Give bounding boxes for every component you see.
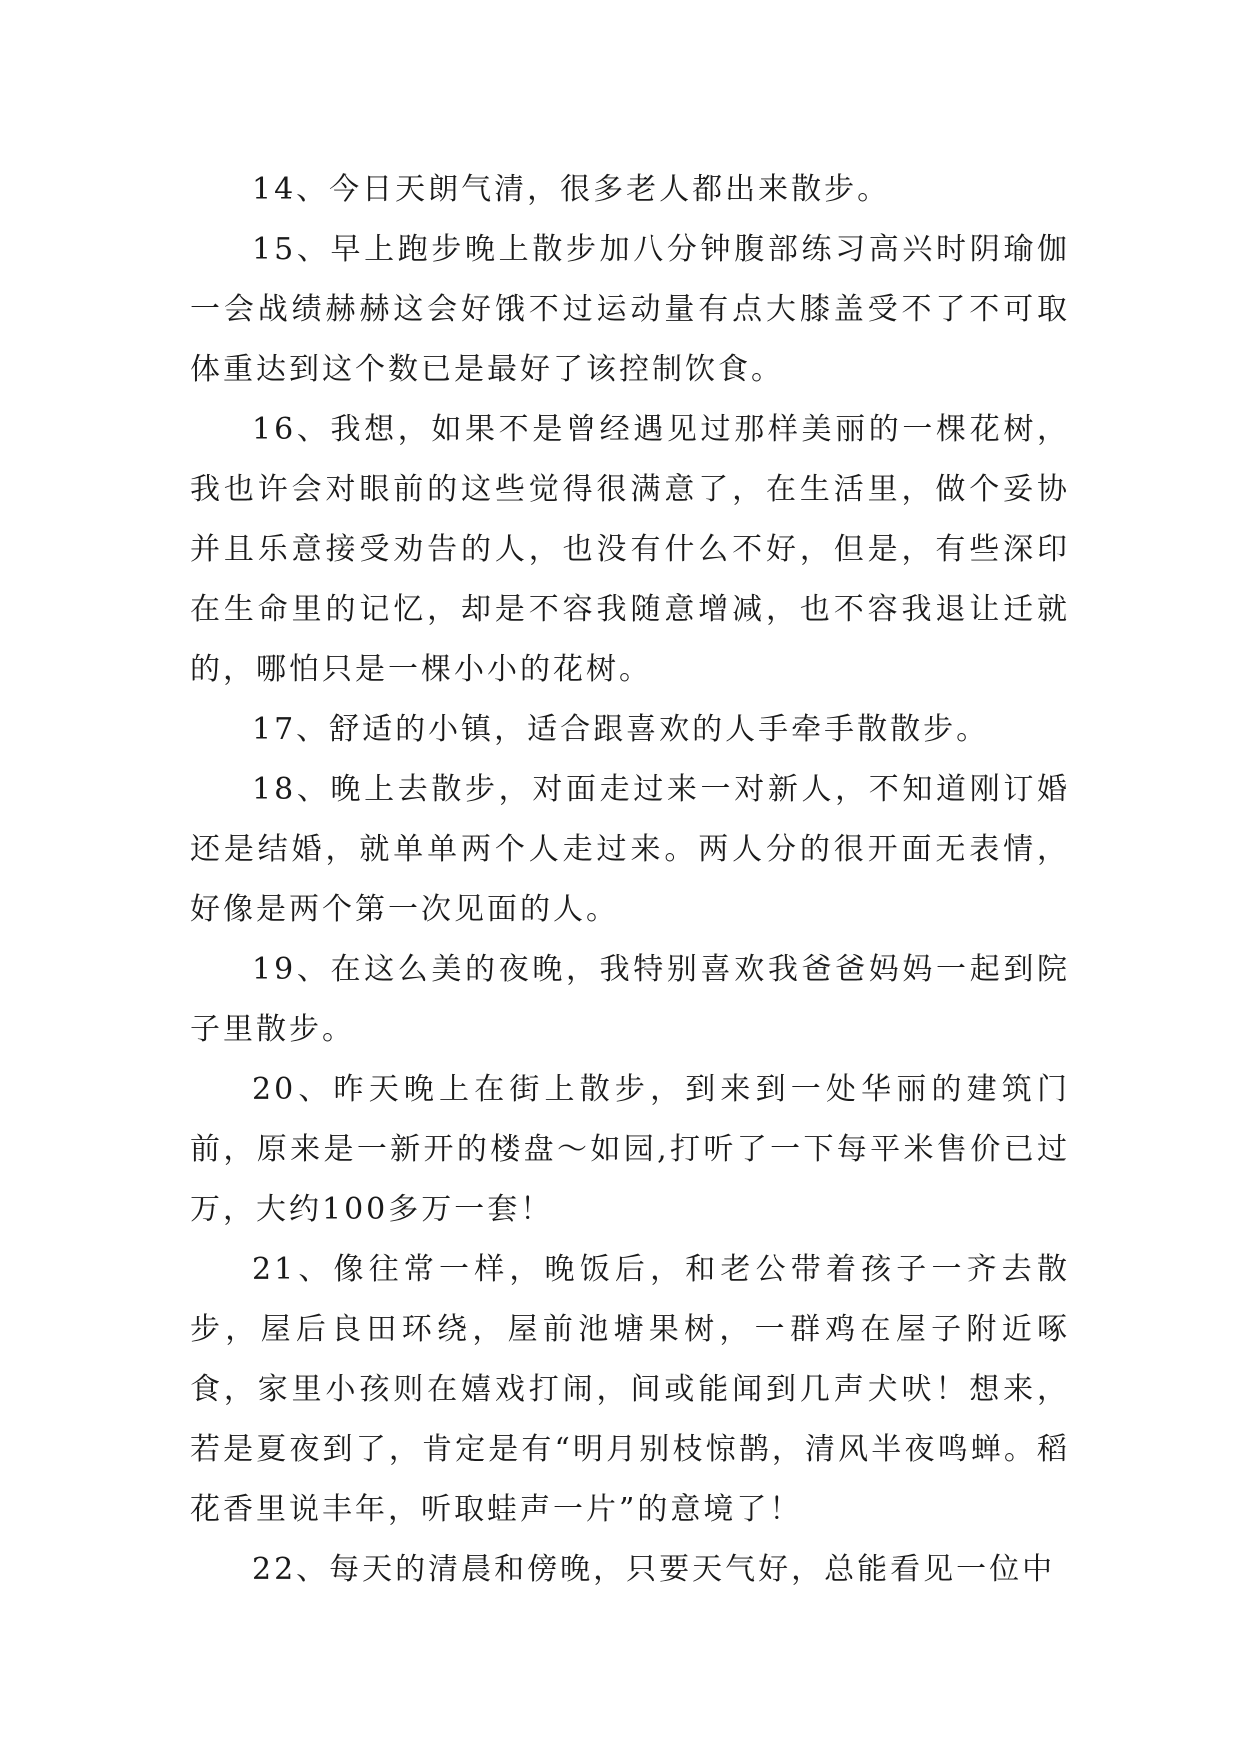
- paragraph-14: 14、今日天朗气清，很多老人都出来散步。: [252, 172, 891, 207]
- paragraph-17: 17、舒适的小镇，适合跟喜欢的人手牵手散散步。: [252, 712, 990, 747]
- paragraph-15: 15、早上跑步晚上散步加八分钟腹部练习高兴时阴瑜伽一会战绩赫赫这会好饿不过运动量有点大膝盖受不了不可取体重达到这个数已是最好了该控制饮食。: [190, 232, 1070, 387]
- paragraph-19: 19、在这么美的夜晚，我特别喜欢我爸爸妈妈一起到院子里散步。: [190, 952, 1070, 1047]
- paragraph-18: 18、晚上去散步，对面走过来一对新人，不知道刚订婚还是结婚，就单单两个人走过来。两人分的很开面无表情，好像是两个第一次见面的人。: [190, 772, 1070, 927]
- paragraph-20: 20、昨天晚上在街上散步，到来到一处华丽的建筑门前，原来是一新开的楼盘～如园,打听了一下每平米售价已过万，大约100多万一套！: [190, 1072, 1070, 1227]
- body-text: [190, 160, 1070, 1600]
- paragraph-22: 22、每天的清晨和傍晚，只要天气好，总能看见一位中: [252, 1552, 1056, 1587]
- paragraph-21: 21、像往常一样，晚饭后，和老公带着孩子一齐去散步，屋后良田环绕，屋前池塘果树，一群鸡在屋子附近啄食，家里小孩则在嬉戏打闹，间或能闻到几声犬吠！想来，若是夏夜到了，肯定是有“明月别枝惊鹊，清风半夜鸣蝉。稻花香里说丰年，听取蛙声一片”的意境了！: [190, 1252, 1070, 1527]
- paragraph-16: 16、我想，如果不是曾经遇见过那样美丽的一棵花树，我也许会对眼前的这些觉得很满意了，在生活里，做个妥协并且乐意接受劝告的人，也没有什么不好，但是，有些深印在生命里的记忆，却是不容我随意增减，也不容我退让迁就的，哪怕只是一棵小小的花树。: [190, 412, 1070, 687]
